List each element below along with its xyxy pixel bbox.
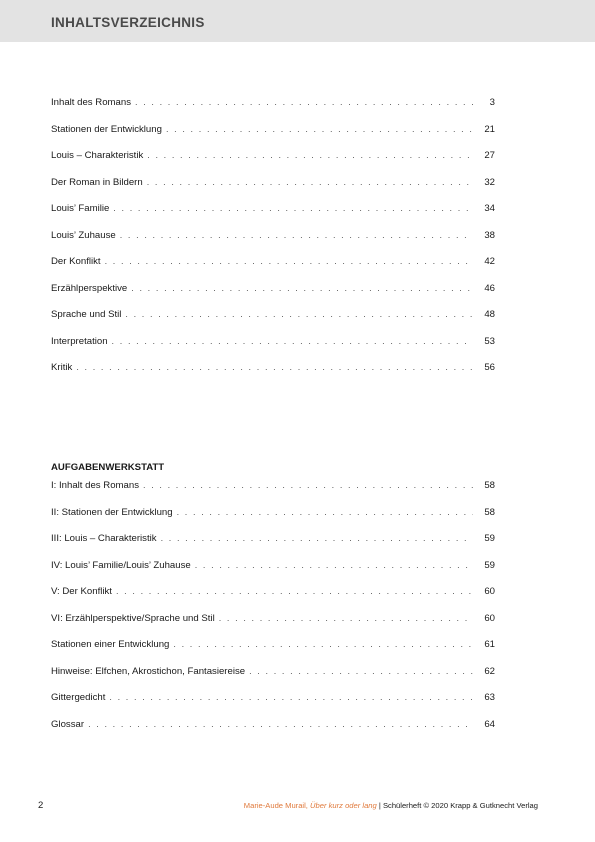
toc-entry[interactable] bbox=[51, 560, 495, 587]
toc-entry-page: 63 bbox=[484, 692, 495, 703]
toc-entry-label: Hinweise: Elfchen, Akrostichon, Fantasiereise bbox=[51, 665, 246, 677]
toc-entry-page: 21 bbox=[484, 123, 495, 135]
toc-dot-leader bbox=[147, 150, 473, 160]
toc-entry[interactable] bbox=[51, 362, 495, 389]
toc-entry-page: 27 bbox=[484, 150, 495, 161]
toc-entry[interactable] bbox=[51, 283, 495, 310]
toc-entry-page: 38 bbox=[484, 229, 495, 241]
toc-entry-page: 62 bbox=[484, 665, 495, 677]
toc-entry-page: 32 bbox=[484, 176, 495, 188]
toc-entry[interactable] bbox=[51, 692, 495, 719]
footer bbox=[0, 800, 595, 814]
toc-dot-leader bbox=[219, 613, 473, 623]
toc-entry-label: Stationen einer Entwicklung bbox=[51, 639, 170, 650]
toc-entry-page: 60 bbox=[484, 612, 495, 624]
toc-dot-leader bbox=[105, 256, 473, 266]
toc-dot-leader bbox=[131, 283, 473, 293]
toc-dot-leader bbox=[249, 666, 473, 676]
footer-author: Marie-Aude Murail, bbox=[243, 801, 308, 810]
toc-dot-leader bbox=[112, 336, 473, 346]
toc-entry[interactable] bbox=[51, 256, 495, 283]
toc-entry-label: Louis’ Zuhause bbox=[51, 229, 116, 241]
toc-entry[interactable] bbox=[51, 97, 495, 124]
toc-main bbox=[51, 97, 495, 389]
toc-entry[interactable] bbox=[51, 719, 495, 746]
toc-dot-leader bbox=[177, 507, 473, 517]
toc-entry-page: 58 bbox=[484, 506, 495, 518]
toc-dot-leader bbox=[125, 309, 473, 319]
toc-entry-label: Stationen der Entwicklung bbox=[51, 123, 162, 135]
toc-entry[interactable] bbox=[51, 203, 495, 230]
header-band bbox=[0, 0, 595, 42]
toc-dot-leader bbox=[116, 586, 473, 596]
toc-entry-page: 59 bbox=[484, 533, 495, 544]
toc-entry[interactable] bbox=[51, 613, 495, 640]
toc-entry-label: Sprache und Stil bbox=[51, 309, 122, 320]
toc-entry-label: I: Inhalt des Romans bbox=[51, 480, 139, 491]
toc-entry-label: III: Louis – Charakteristik bbox=[51, 533, 157, 544]
toc-workshop-list bbox=[51, 480, 495, 745]
toc-entry-label: Louis – Charakteristik bbox=[51, 150, 144, 161]
page-title: INHALTSVERZEICHNIS bbox=[51, 15, 205, 30]
toc-dot-leader bbox=[173, 639, 473, 649]
toc-dot-leader bbox=[135, 97, 473, 107]
toc-entry-page: 42 bbox=[484, 256, 495, 267]
toc-entry[interactable] bbox=[51, 309, 495, 336]
footer-publisher: | Schülerheft © 2020 Krapp & Gutknecht Verlag bbox=[378, 801, 538, 810]
toc-entry-label: Der Roman in Bildern bbox=[51, 176, 143, 188]
toc-dot-leader bbox=[88, 719, 473, 729]
toc-entry[interactable] bbox=[51, 507, 495, 534]
toc-entry-label: Inhalt des Romans bbox=[51, 97, 131, 108]
toc-entry-page: 3 bbox=[489, 97, 495, 108]
toc-entry[interactable] bbox=[51, 124, 495, 151]
toc-entry-page: 61 bbox=[484, 639, 495, 650]
toc-entry-label: Interpretation bbox=[51, 335, 108, 347]
toc-entry-label: VI: Erzählperspektive/Sprache und Stil bbox=[51, 612, 215, 624]
toc-entry[interactable] bbox=[51, 230, 495, 257]
toc-entry-label: IV: Louis’ Familie/Louis’ Zuhause bbox=[51, 559, 191, 571]
footer-page-number: 2 bbox=[38, 800, 44, 811]
toc-entry-label: Der Konflikt bbox=[51, 256, 101, 267]
toc-entry[interactable] bbox=[51, 480, 495, 507]
toc-entry[interactable] bbox=[51, 177, 495, 204]
toc-dot-leader bbox=[161, 533, 473, 543]
toc-dot-leader bbox=[109, 692, 473, 702]
toc-entry-label: II: Stationen der Entwicklung bbox=[51, 506, 173, 518]
toc-entry[interactable] bbox=[51, 639, 495, 666]
toc-entry[interactable] bbox=[51, 586, 495, 613]
toc-dot-leader bbox=[166, 124, 473, 134]
toc-dot-leader bbox=[147, 177, 473, 187]
toc-entry-page: 34 bbox=[484, 203, 495, 214]
toc-entry-page: 53 bbox=[484, 335, 495, 347]
toc-entry-page: 60 bbox=[484, 586, 495, 597]
toc-entry-page: 58 bbox=[484, 480, 495, 491]
toc-dot-leader bbox=[143, 480, 473, 490]
toc-entry-page: 56 bbox=[484, 362, 495, 373]
toc-entry[interactable] bbox=[51, 533, 495, 560]
toc-entry-label: Erzählperspektive bbox=[51, 282, 128, 294]
toc-entry[interactable] bbox=[51, 336, 495, 363]
footer-book-title: Über kurz oder lang bbox=[310, 801, 377, 810]
toc-entry[interactable] bbox=[51, 150, 495, 177]
toc-entry-page: 46 bbox=[484, 282, 495, 294]
toc-entry-label: V: Der Konflikt bbox=[51, 586, 112, 597]
toc-dot-leader bbox=[76, 362, 473, 372]
toc-entry-label: Louis’ Familie bbox=[51, 203, 110, 214]
footer-credit bbox=[244, 801, 538, 810]
toc-entry[interactable] bbox=[51, 666, 495, 693]
workshop-heading: AUFGABENWERKSTATT bbox=[51, 462, 165, 473]
toc-entry-label: Glossar bbox=[51, 718, 85, 730]
toc-entry-page: 48 bbox=[484, 309, 495, 320]
toc-workshop bbox=[51, 480, 495, 745]
toc-dot-leader bbox=[195, 560, 473, 570]
toc-entry-label: Gittergedicht bbox=[51, 692, 106, 703]
toc-entry-page: 64 bbox=[484, 718, 495, 730]
toc-dot-leader bbox=[120, 230, 473, 240]
toc-entry-label: Kritik bbox=[51, 362, 73, 373]
toc-dot-leader bbox=[113, 203, 473, 213]
toc-main-list bbox=[51, 97, 495, 389]
toc-entry-page: 59 bbox=[484, 559, 495, 571]
